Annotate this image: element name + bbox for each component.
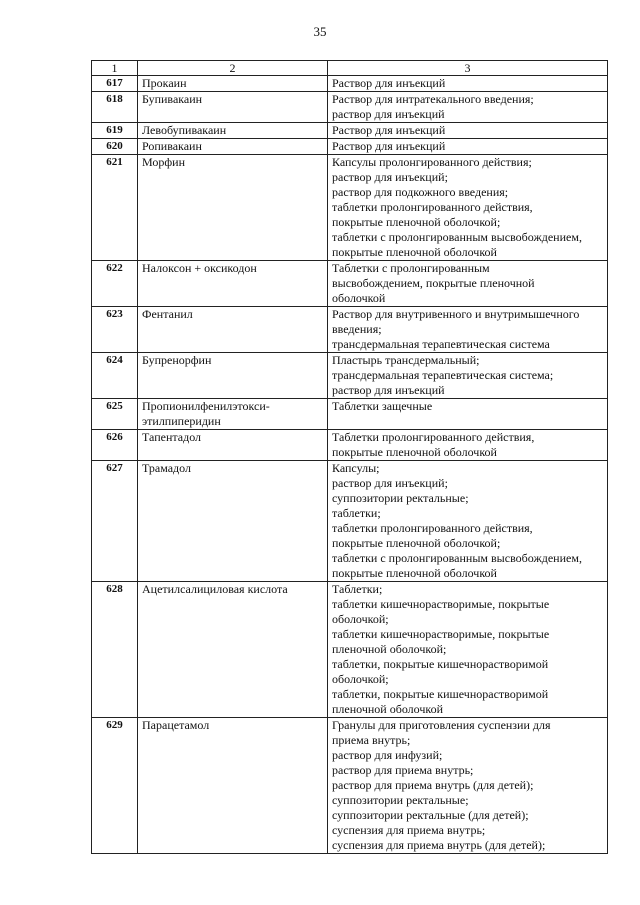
column-header-number: 1 (92, 61, 138, 76)
table-row (92, 261, 608, 307)
drug-name: Прокаин (138, 76, 328, 92)
dosage-form-line: суспензия для приема внутрь; (332, 823, 486, 837)
dosage-form-line: Раствор для инъекций (332, 139, 446, 153)
dosage-form-line: оболочкой; (332, 672, 389, 686)
row-number: 620 (92, 139, 138, 155)
dosage-forms (328, 718, 608, 854)
row-number: 622 (92, 261, 138, 307)
table-header-row (92, 61, 608, 76)
dosage-form-line: трансдермальная терапевтическая система; (332, 368, 554, 382)
dosage-forms (328, 399, 608, 430)
dosage-forms (328, 76, 608, 92)
dosage-form-line: таблетки с пролонгированным высвобождением, (332, 551, 582, 565)
dosage-form-line: раствор для инъекций (332, 383, 445, 397)
dosage-form-line: таблетки кишечнорастворимые, покрытые (332, 627, 550, 641)
dosage-form-line: пленочной оболочкой (332, 702, 444, 716)
table-body (92, 76, 608, 854)
dosage-form-line: оболочкой (332, 291, 386, 305)
row-number: 618 (92, 92, 138, 123)
column-header-name: 2 (138, 61, 328, 76)
dosage-form-line: Раствор для внутривенного и внутримышечного (332, 307, 580, 321)
dosage-form-line: Капсулы пролонгированного действия; (332, 155, 532, 169)
drug-name: Налоксон + оксикодон (138, 261, 328, 307)
drug-name: Тапентадол (138, 430, 328, 461)
dosage-form-line: суспензия для приема внутрь (для детей); (332, 838, 546, 852)
dosage-form-line: Капсулы; (332, 461, 380, 475)
dosage-forms (328, 123, 608, 139)
drug-name: Парацетамол (138, 718, 328, 854)
drug-name: Морфин (138, 155, 328, 261)
row-number: 627 (92, 461, 138, 582)
row-number: 624 (92, 353, 138, 399)
drug-name: Левобупивакаин (138, 123, 328, 139)
table-row (92, 461, 608, 582)
table-row (92, 582, 608, 718)
drug-name: Пропионилфенилэтокси- этилпиперидин (138, 399, 328, 430)
dosage-form-line: Таблетки защечные (332, 399, 433, 413)
table-row (92, 353, 608, 399)
dosage-form-line: Гранулы для приготовления суспензии для (332, 718, 551, 732)
dosage-forms (328, 261, 608, 307)
dosage-form-line: покрытые пленочной оболочкой (332, 445, 497, 459)
dosage-forms (328, 155, 608, 261)
dosage-form-line: введения; (332, 322, 382, 336)
drug-table (91, 60, 608, 854)
table-row (92, 430, 608, 461)
dosage-form-line: раствор для приема внутрь; (332, 763, 474, 777)
dosage-forms (328, 139, 608, 155)
row-number: 628 (92, 582, 138, 718)
dosage-form-line: раствор для инфузий; (332, 748, 443, 762)
dosage-form-line: таблетки кишечнорастворимые, покрытые (332, 597, 550, 611)
dosage-form-line: Раствор для интратекального введения; (332, 92, 534, 106)
table-row (92, 155, 608, 261)
drug-name: Фентанил (138, 307, 328, 353)
dosage-form-line: Таблетки пролонгированного действия, (332, 430, 535, 444)
dosage-forms (328, 92, 608, 123)
dosage-forms (328, 307, 608, 353)
dosage-forms (328, 353, 608, 399)
table-row (92, 399, 608, 430)
dosage-form-line: таблетки пролонгированного действия, (332, 200, 533, 214)
dosage-form-line: раствор для инъекций; (332, 476, 448, 490)
dosage-form-line: раствор для инъекций; (332, 170, 448, 184)
dosage-form-line: суппозитории ректальные; (332, 793, 469, 807)
dosage-form-line: покрытые пленочной оболочкой; (332, 536, 501, 550)
row-number: 619 (92, 123, 138, 139)
row-number: 617 (92, 76, 138, 92)
dosage-form-line: покрытые пленочной оболочкой (332, 245, 497, 259)
dosage-form-line: таблетки, покрытые кишечнорастворимой (332, 687, 549, 701)
dosage-form-line: Пластырь трансдермальный; (332, 353, 480, 367)
dosage-form-line: Раствор для инъекций (332, 123, 446, 137)
drug-name: Бупренорфин (138, 353, 328, 399)
dosage-form-line: трансдермальная терапевтическая система (332, 337, 550, 351)
dosage-form-line: раствор для подкожного введения; (332, 185, 509, 199)
drug-name: Ацетилсалициловая кислота (138, 582, 328, 718)
dosage-form-line: высвобождением, покрытые пленочной (332, 276, 535, 290)
table-row (92, 76, 608, 92)
dosage-form-line: раствор для приема внутрь (для детей); (332, 778, 534, 792)
dosage-forms (328, 461, 608, 582)
dosage-form-line: Раствор для инъекций (332, 76, 446, 90)
row-number: 621 (92, 155, 138, 261)
dosage-forms (328, 582, 608, 718)
dosage-form-line: суппозитории ректальные (для детей); (332, 808, 529, 822)
dosage-form-line: пленочной оболочкой; (332, 642, 447, 656)
table-row (92, 123, 608, 139)
dosage-form-line: таблетки; (332, 506, 381, 520)
table-row (92, 718, 608, 854)
drug-name: Бупивакаин (138, 92, 328, 123)
dosage-forms (328, 430, 608, 461)
row-number: 629 (92, 718, 138, 854)
dosage-form-line: Таблетки; (332, 582, 383, 596)
dosage-form-line: таблетки с пролонгированным высвобождением, (332, 230, 582, 244)
row-number: 625 (92, 399, 138, 430)
dosage-form-line: таблетки пролонгированного действия, (332, 521, 533, 535)
row-number: 623 (92, 307, 138, 353)
dosage-form-line: приема внутрь; (332, 733, 411, 747)
row-number: 626 (92, 430, 138, 461)
table-row (92, 92, 608, 123)
page-number: 35 (313, 24, 327, 39)
table-row (92, 307, 608, 353)
dosage-form-line: покрытые пленочной оболочкой; (332, 215, 501, 229)
dosage-form-line: суппозитории ректальные; (332, 491, 469, 505)
table-row (92, 139, 608, 155)
dosage-form-line: Таблетки с пролонгированным (332, 261, 490, 275)
drug-name: Трамадол (138, 461, 328, 582)
dosage-form-line: покрытые пленочной оболочкой (332, 566, 497, 580)
dosage-form-line: оболочкой; (332, 612, 389, 626)
dosage-form-line: таблетки, покрытые кишечнорастворимой (332, 657, 549, 671)
column-header-forms: 3 (328, 61, 608, 76)
drug-name: Ропивакаин (138, 139, 328, 155)
dosage-form-line: раствор для инъекций (332, 107, 445, 121)
